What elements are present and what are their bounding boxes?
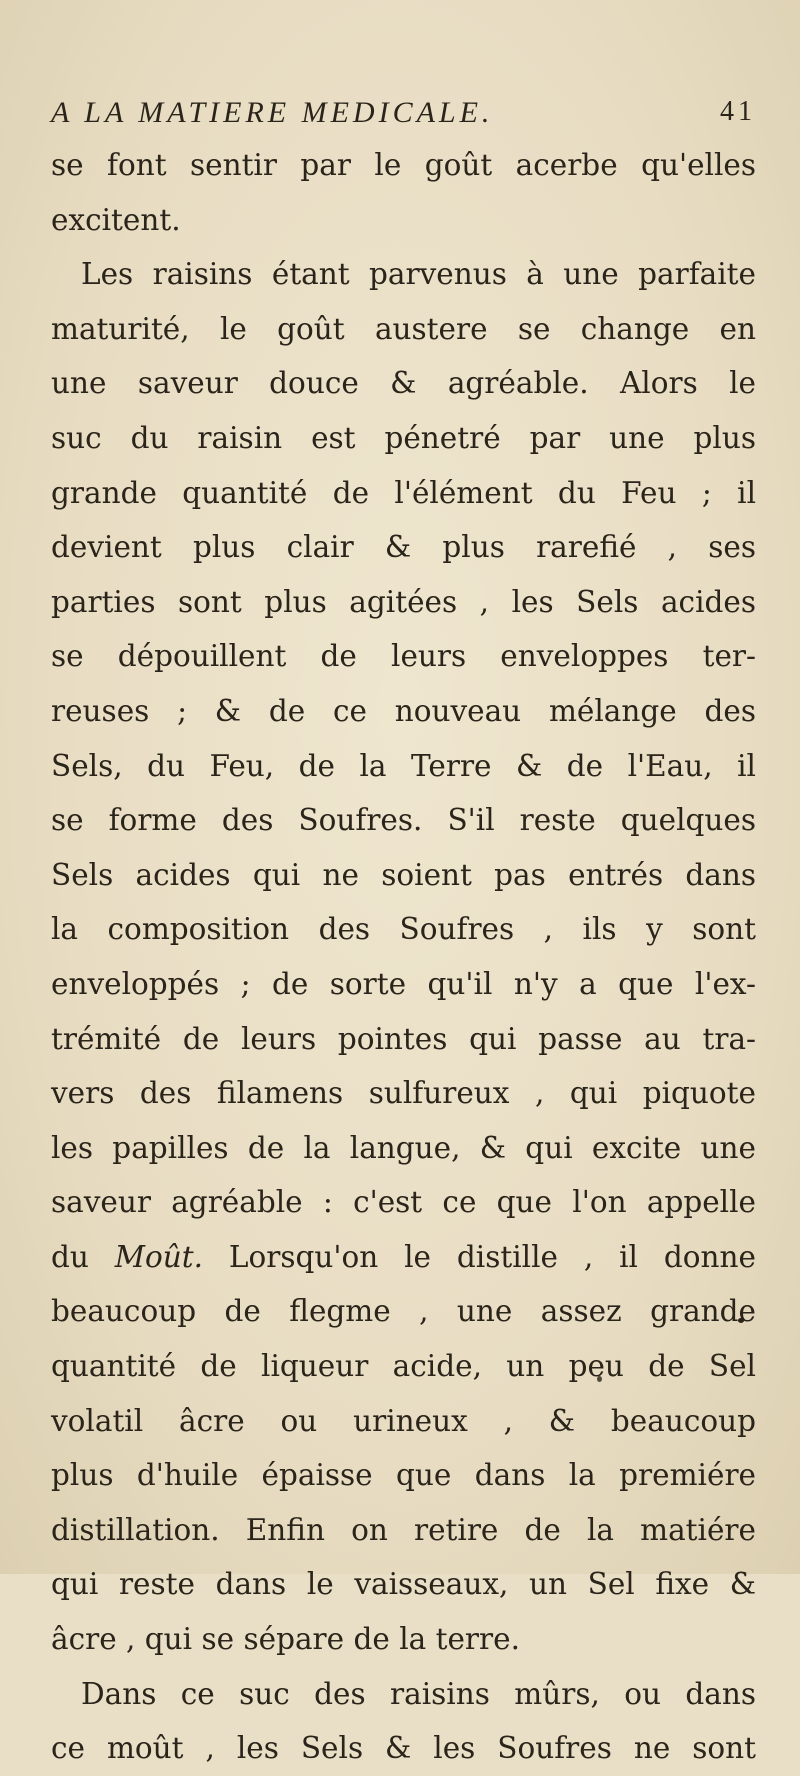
text-line: grande quantité de l'élément du Feu ; il bbox=[51, 475, 756, 510]
text-line: se font sentir par le goût acerbe qu'elles bbox=[51, 148, 756, 182]
text-line: devient plus clair & plus rarefié , ses bbox=[51, 530, 756, 565]
text-line: enveloppés ; de sorte qu'il n'y a que l'ex- bbox=[51, 966, 756, 1001]
text-line: les papilles de la langue, & qui excite une bbox=[51, 1130, 756, 1165]
text-line: quantité de liqueur acide, un peu de Sel bbox=[51, 1349, 756, 1384]
text-line: ce moût , les Sels & les Soufres ne sont bbox=[51, 1731, 756, 1766]
text-line: parties sont plus agitées , les Sels acides bbox=[51, 584, 756, 619]
text-segment: du bbox=[51, 1239, 115, 1274]
text-line: maturité, le goût austere se change en bbox=[51, 311, 756, 346]
text-line: la composition des Soufres , ils y sont bbox=[51, 912, 756, 947]
text-line: Les raisins étant parvenus à une parfaite bbox=[81, 257, 756, 292]
italic-term: Moût. bbox=[114, 1239, 203, 1274]
text-line: une saveur douce & agréable. Alors le bbox=[51, 366, 756, 401]
text-line: beaucoup de flegme , une assez grande bbox=[51, 1294, 756, 1329]
text-line: vers des filamens sulfureux , qui piquote bbox=[51, 1076, 756, 1111]
text-line: plus d'huile épaisse que dans la premiére bbox=[51, 1458, 756, 1493]
text-line: qui reste dans le vaisseaux, un Sel fixe & bbox=[51, 1567, 756, 1602]
page-number: 41 bbox=[720, 96, 756, 127]
body-text bbox=[51, 138, 756, 1776]
text-line: trémité de leurs pointes qui passe au tra- bbox=[51, 1021, 756, 1056]
text-line: Sels acides qui ne soient pas entrés dans bbox=[51, 857, 756, 892]
text-line: distillation. Enfin on retire de la matiére bbox=[51, 1512, 756, 1547]
page-text bbox=[51, 86, 756, 1776]
text-line: Dans ce suc des raisins mûrs, ou dans bbox=[81, 1676, 756, 1711]
text-line: suc du raisin est pénetré par une plus bbox=[51, 420, 756, 455]
text-line: se dépouillent de leurs enveloppes ter- bbox=[51, 639, 756, 674]
running-head bbox=[51, 86, 756, 138]
text-line: reuses ; & de ce nouveau mélange des bbox=[51, 693, 756, 728]
text-segment: Lorsqu'on le distille , il donne bbox=[202, 1239, 756, 1274]
text-line: saveur agréable : c'est ce que l'on appelle bbox=[51, 1185, 756, 1220]
text-line: âcre , qui se sépare de la terre. bbox=[51, 1622, 520, 1657]
text-line: Sels, du Feu, de la Terre & de l'Eau, il bbox=[51, 748, 756, 783]
running-title: A LA MATIERE MEDICALE. bbox=[51, 96, 494, 129]
text-line: se forme des Soufres. S'il reste quelques bbox=[51, 803, 756, 838]
text-line: excitent. bbox=[51, 202, 181, 237]
text-line bbox=[51, 1230, 756, 1285]
text-line: volatil âcre ou urineux , & beaucoup bbox=[51, 1403, 756, 1438]
